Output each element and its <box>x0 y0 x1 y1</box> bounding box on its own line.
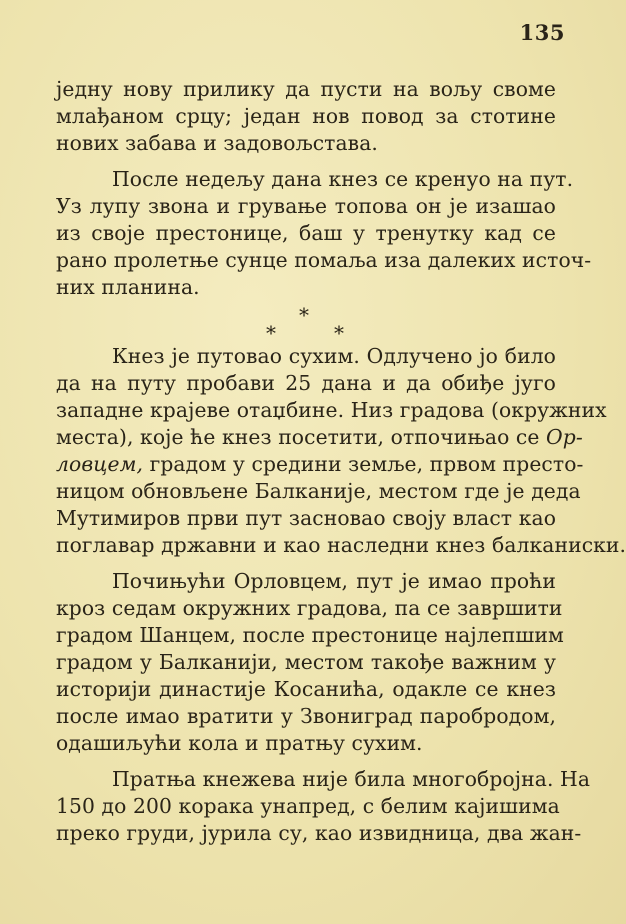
separator-star: * <box>299 303 310 327</box>
text-line: да на путу пробави 25 дана и да обиђе југо <box>56 371 556 395</box>
italic-place-name: Ор- <box>546 425 583 449</box>
text-line: из своје престонице, баш у тренутку кад се <box>56 221 556 245</box>
text-line: После недељу дана кнез се кренуо на пут. <box>112 167 574 191</box>
text-line: Уз лупу звона и грувањe топова он је изашао <box>56 194 556 218</box>
text-line: Пратња кнежева није била многобројна. На <box>112 767 591 791</box>
text-line: млађаном срцу; један нов повод за стотине <box>56 104 556 128</box>
text-line: места), које ће кнез посетити, отпочињао се Ор- <box>56 425 583 449</box>
text-line: градом у Балканији, местом такође важним у <box>56 650 556 674</box>
italic-place-name: ловцем, <box>56 452 144 476</box>
paragraph-3 <box>56 343 626 559</box>
page-number: 135 <box>519 20 565 45</box>
separator-star: * <box>266 321 277 345</box>
separator-star: * <box>334 321 345 345</box>
text-line: кроз седам окружних градова, па се завршити <box>56 596 563 620</box>
paragraph-2 <box>56 166 592 301</box>
section-separator <box>56 303 556 343</box>
text-line: историји династије Косанића, одакле се кнез <box>56 677 556 701</box>
text-line: после имао вратити у Звониград паробродом, <box>56 704 556 728</box>
body-text <box>56 76 626 847</box>
paragraph-5 <box>56 766 591 847</box>
text-line: 150 до 200 корака унапред, с белим кајишима <box>56 794 560 818</box>
text-line: нових забава и задовољстава. <box>56 131 378 155</box>
text-line: одашиљући кола и пратњу сухим. <box>56 731 423 755</box>
text-line: поглавар државни и као наследни кнез балканиски. <box>56 533 626 557</box>
text-line: рано пролетње сунце помаља иза далеких источ- <box>56 248 592 272</box>
text-line: них планина. <box>56 275 200 299</box>
text-line: западне крајеве отаџбине. Низ градова (окружних <box>56 398 607 422</box>
text-line: преко груди, јурила су, као извидница, два жан- <box>56 821 582 845</box>
text-line: градом Шанцем, после престонице најлепшим <box>56 623 564 647</box>
text-line: једну нову прилику да пусти на вољу своме <box>56 77 556 101</box>
paragraph-1 <box>56 76 556 157</box>
text-line: Мутимиров први пут засновао своју власт као <box>56 506 556 530</box>
text-line: Почињући Орловцем, пут је имао проћи <box>112 569 556 593</box>
text-line: ницом обновљене Балканије, местом где је деда <box>56 479 581 503</box>
paragraph-4 <box>56 568 564 757</box>
text-line: Кнез је путовао сухим. Одлучено јо било <box>112 344 556 368</box>
text-line: ловцем, градом у средини земље, првом престо- <box>56 452 584 476</box>
